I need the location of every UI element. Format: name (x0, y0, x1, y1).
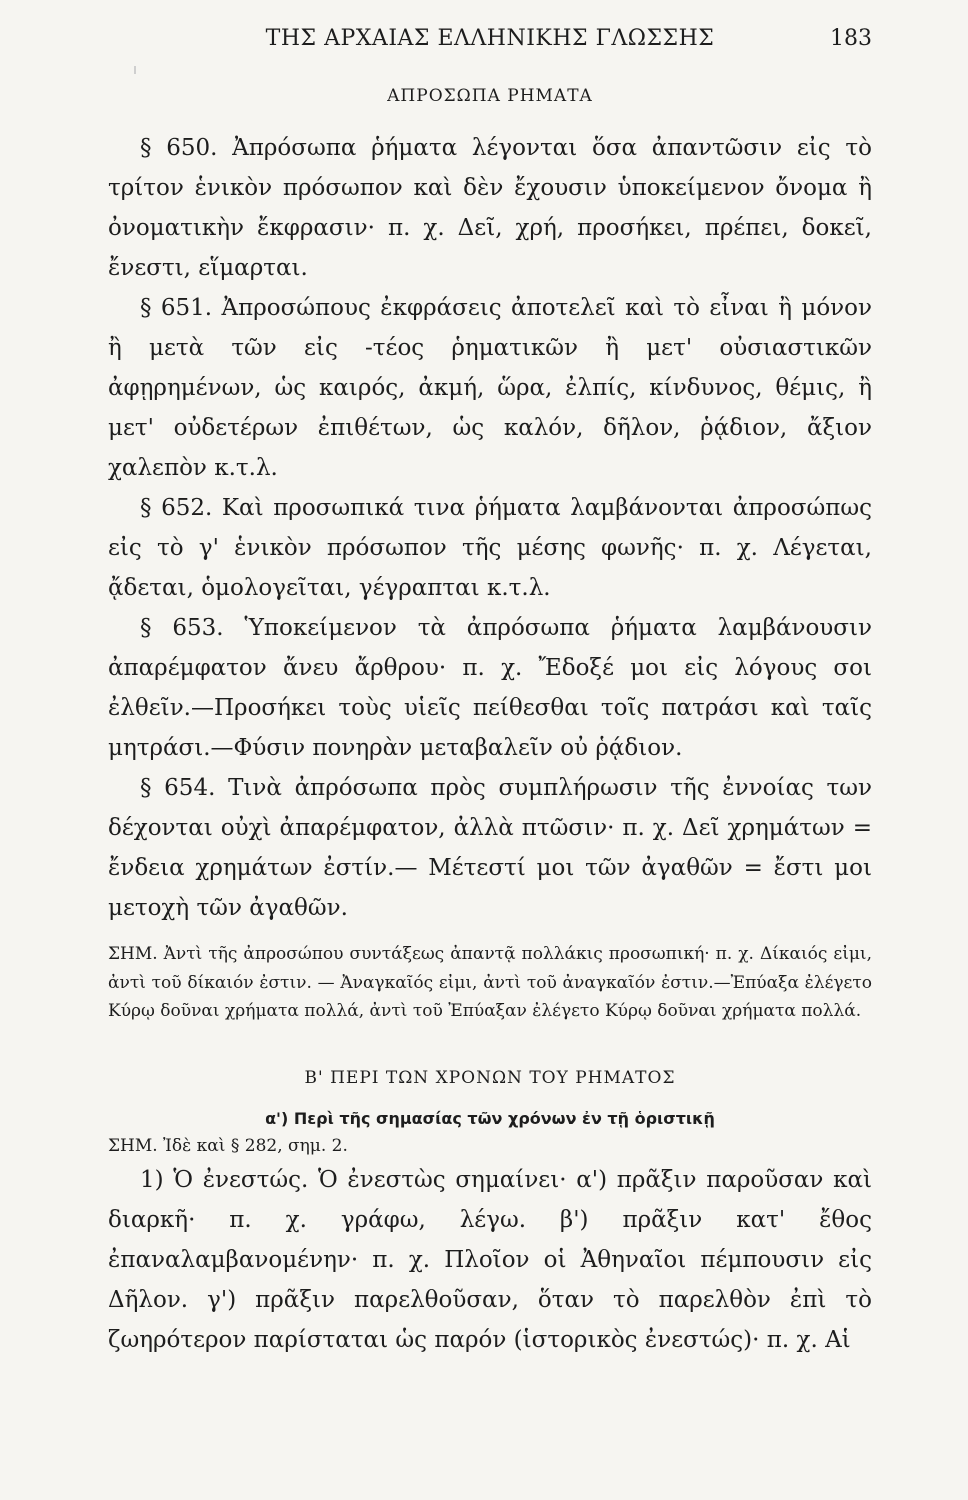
running-title: ΤΗΣ ΑΡΧΑΙΑΣ ΕΛΛΗΝΙΚΗΣ ΓΛΩΣΣΗΣ (265, 26, 715, 51)
paragraph-653: § 653. Ὑποκείμενον τὰ ἀπρόσωπα ῥήματα λαμβάνουσιν ἀπαρέμφατον ἄνευ ἄρθρου· π. χ. Ἔδοξέ μοι εἰς λόγους σοι ἐλθεῖν.—Προσήκει τοὺς υἱεῖς πείθεσθαι τοῖς πατράσι καὶ ταῖς μητράσι.—Φύσιν πονηρὰν μεταβαλεῖν οὐ ῥᾴδιον. (108, 615, 872, 761)
margin-speck (134, 66, 136, 74)
running-head (108, 24, 872, 56)
paragraph-652: § 652. Καὶ προσωπικά τινα ῥήματα λαμβάνονται ἀπροσώπως εἰς τὸ γ' ἑνικὸν πρόσωπον τῆς μέσης φωνῆς· π. χ. Λέγεται, ᾄδεται, ὁμολογεῖται, γέγραπται κ.τ.λ. (108, 495, 872, 601)
chapter-title: Β' ΠΕΡΙ ΤΩΝ ΧΡΟΝΩΝ ΤΟΥ ΡΗΜΑΤΟΣ (304, 1067, 676, 1088)
note-impersonal: ΣΗΜ. Ἀντὶ τῆς ἀπροσώπου συντάξεως ἀπαντᾷ πολλάκις προσωπική· π. χ. Δίκαιός εἰμι, ἀντὶ τοῦ δίκαιόν ἐστιν. — Ἀναγκαῖός εἰμι, ἀντὶ τοῦ ἀναγκαῖόν ἐστιν.—Ἐπύαξα ἐλέγετο Κύρῳ δοῦναι χρήματα πολλά, ἀντὶ τοῦ Ἐπύαξαν ἐλέγετο Κύρῳ δοῦναι χρήματα πολλά. (108, 944, 872, 1021)
paragraph-present-tense: 1) Ὁ ἐνεστώς. Ὁ ἐνεστὼς σημαίνει· α') πρᾶξιν παροῦσαν καὶ διαρκῆ· π. χ. γράφω, λέγω. β') πρᾶξιν κατ' ἔθος ἐπαναλαμβανομένην· π. χ. Πλοῖον οἱ Ἀθηναῖοι πέμπουσιν εἰς Δῆλον. γ') πρᾶξιν παρελθοῦσαν, ὅταν τὸ παρελθὸν ἐπὶ τὸ ζωηρότερον παρίσταται ὡς παρόν (ἱστορικὸς ἐνεστώς)· π. χ. Αἱ (108, 1166, 872, 1353)
section-title: ΑΠΡΟΣΩΠΑ ΡΗΜΑΤΑ (387, 86, 593, 106)
sub-title: α') Περὶ τῆς σημασίας τῶν χρόνων ἐν τῇ ὁριστικῇ (265, 1108, 715, 1128)
body-text (108, 128, 872, 1360)
paragraph-654: § 654. Τινὰ ἀπρόσωπα πρὸς συμπλήρωσιν τῆς ἐννοίας των δέχονται οὐχὶ ἀπαρέμφατον, ἀλλὰ πτῶσιν· π. χ. Δεῖ χρημάτων = ἔνδεια χρημάτων ἐστίν.— Μέτεστί μοι τῶν ἀγαθῶν = ἔστι μοι μετοχὴ τῶν ἀγαθῶν. (108, 775, 872, 921)
paragraph-651: § 651. Ἀπροσώπους ἐκφράσεις ἀποτελεῖ καὶ τὸ εἶναι ἢ μόνον ἢ μετὰ τῶν εἰς -τέος ῥηματικῶν ἢ μετ' οὐσιαστικῶν ἀφῃρημένων, ὡς καιρός, ἀκμή, ὥρα, ἐλπίς, κίνδυνος, θέμις, ἢ μετ' οὐδετέρων ἐπιθέτων, ὡς καλόν, δῆλον, ῥᾴδιον, ἄξιον χαλεπὸν κ.τ.λ. (108, 295, 872, 481)
paragraph-650: § 650. Ἀπρόσωπα ῥήματα λέγονται ὅσα ἀπαντῶσιν εἰς τὸ τρίτον ἑνικὸν πρόσωπον καὶ δὲν ἔχουσιν ὑποκείμενον ὄνομα ἢ ὀνοματικὴν ἔκφρασιν· π. χ. Δεῖ, χρή, προσήκει, πρέπει, δοκεῖ, ἔνεστι, εἵμαρται. (108, 135, 872, 281)
note-reference: ΣΗΜ. Ἰδὲ καὶ § 282, σημ. 2. (108, 1135, 348, 1156)
page-number: 183 (830, 26, 872, 51)
book-page (108, 0, 872, 1500)
